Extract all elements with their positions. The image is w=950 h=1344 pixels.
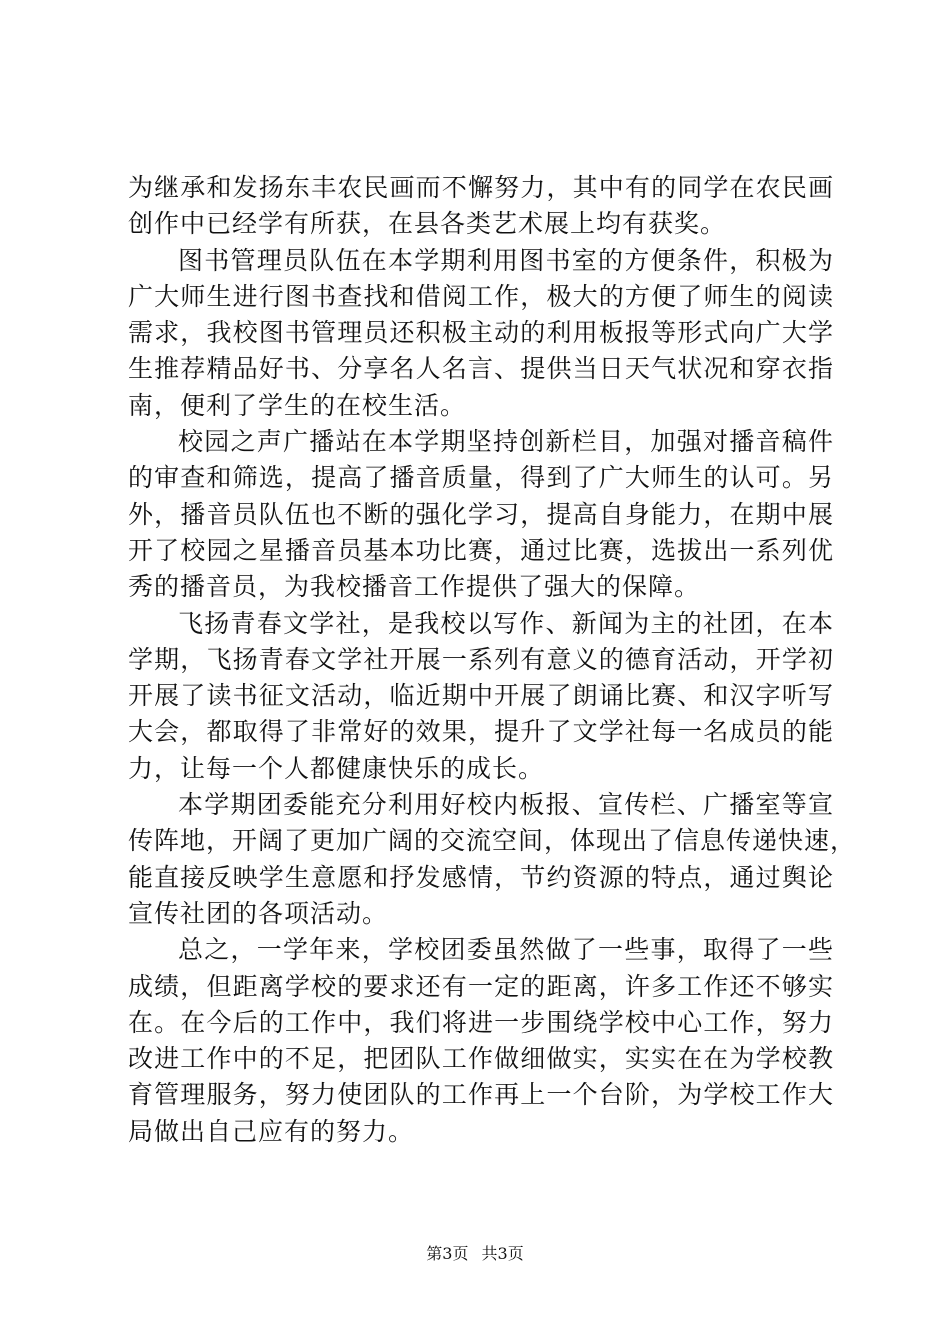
text-line: 外，播音员队伍也不断的强化学习，提高自身能力，在期中展 xyxy=(128,499,834,529)
text-line: 秀的播音员，为我校播音工作提供了强大的保障。 xyxy=(128,572,701,602)
text-line: 传阵地，开阔了更加广阔的交流空间，体现出了信息传递快速， xyxy=(128,826,857,856)
text-line: 校园之声广播站在本学期坚持创新栏目，加强对播音稿件 xyxy=(178,427,834,457)
text-line: 在。在今后的工作中，我们将进一步围绕学校中心工作，努力 xyxy=(128,1007,834,1037)
text-line: 总之，一学年来，学校团委虽然做了一些事，取得了一些 xyxy=(178,935,834,965)
text-line: 广大师生进行图书查找和借阅工作，极大的方便了师生的阅读 xyxy=(128,281,834,311)
text-line: 开展了读书征文活动，临近期中开展了朗诵比赛、和汉字听写 xyxy=(128,681,834,711)
text-line: 本学期团委能充分利用好校内板报、宣传栏、广播室等宣 xyxy=(178,790,834,820)
page-number: 第3页 xyxy=(426,1244,469,1263)
text-line: 生推荐精品好书、分享名人名言、提供当日天气状况和穿衣指 xyxy=(128,354,834,384)
text-line: 飞扬青春文学社，是我校以写作、新闻为主的社团，在本 xyxy=(178,608,834,638)
text-line: 为继承和发扬东丰农民画而不懈努力，其中有的同学在农民画 xyxy=(128,173,834,202)
text-line: 宣传社团的各项活动。 xyxy=(128,898,389,928)
text-line: 创作中已经学有所获，在县各类艺术展上均有获奖。 xyxy=(128,209,727,239)
page-footer xyxy=(0,1243,950,1265)
text-line: 局做出自己应有的努力。 xyxy=(128,1116,415,1146)
text-line: 育管理服务，努力使团队的工作再上一个台阶，为学校工作大 xyxy=(128,1080,834,1110)
document-body xyxy=(128,170,857,1150)
text-line: 大会，都取得了非常好的效果，提升了文学社每一名成员的能 xyxy=(128,717,834,747)
text-line: 图书管理员队伍在本学期利用图书室的方便条件，积极为 xyxy=(178,245,834,275)
text-line: 开了校园之星播音员基本功比赛，通过比赛，选拔出一系列优 xyxy=(128,535,834,565)
text-line: 的审查和筛选，提高了播音质量，得到了广大师生的认可。另 xyxy=(128,463,834,493)
text-line: 成绩，但距离学校的要求还有一定的距离，许多工作还不够实 xyxy=(128,971,834,1001)
text-line: 需求，我校图书管理员还积极主动的利用板报等形式向广大学 xyxy=(128,318,834,348)
text-line: 力，让每一个人都健康快乐的成长。 xyxy=(128,753,545,783)
page-total: 共3页 xyxy=(481,1244,524,1263)
text-line: 南，便利了学生的在校生活。 xyxy=(128,390,467,420)
text-line: 能直接反映学生意愿和抒发感情，节约资源的特点，通过舆论 xyxy=(128,862,834,892)
text-line: 学期，飞扬青春文学社开展一系列有意义的德育活动，开学初 xyxy=(128,644,834,674)
text-line: 改进工作中的不足，把团队工作做细做实，实实在在为学校教 xyxy=(128,1044,834,1074)
